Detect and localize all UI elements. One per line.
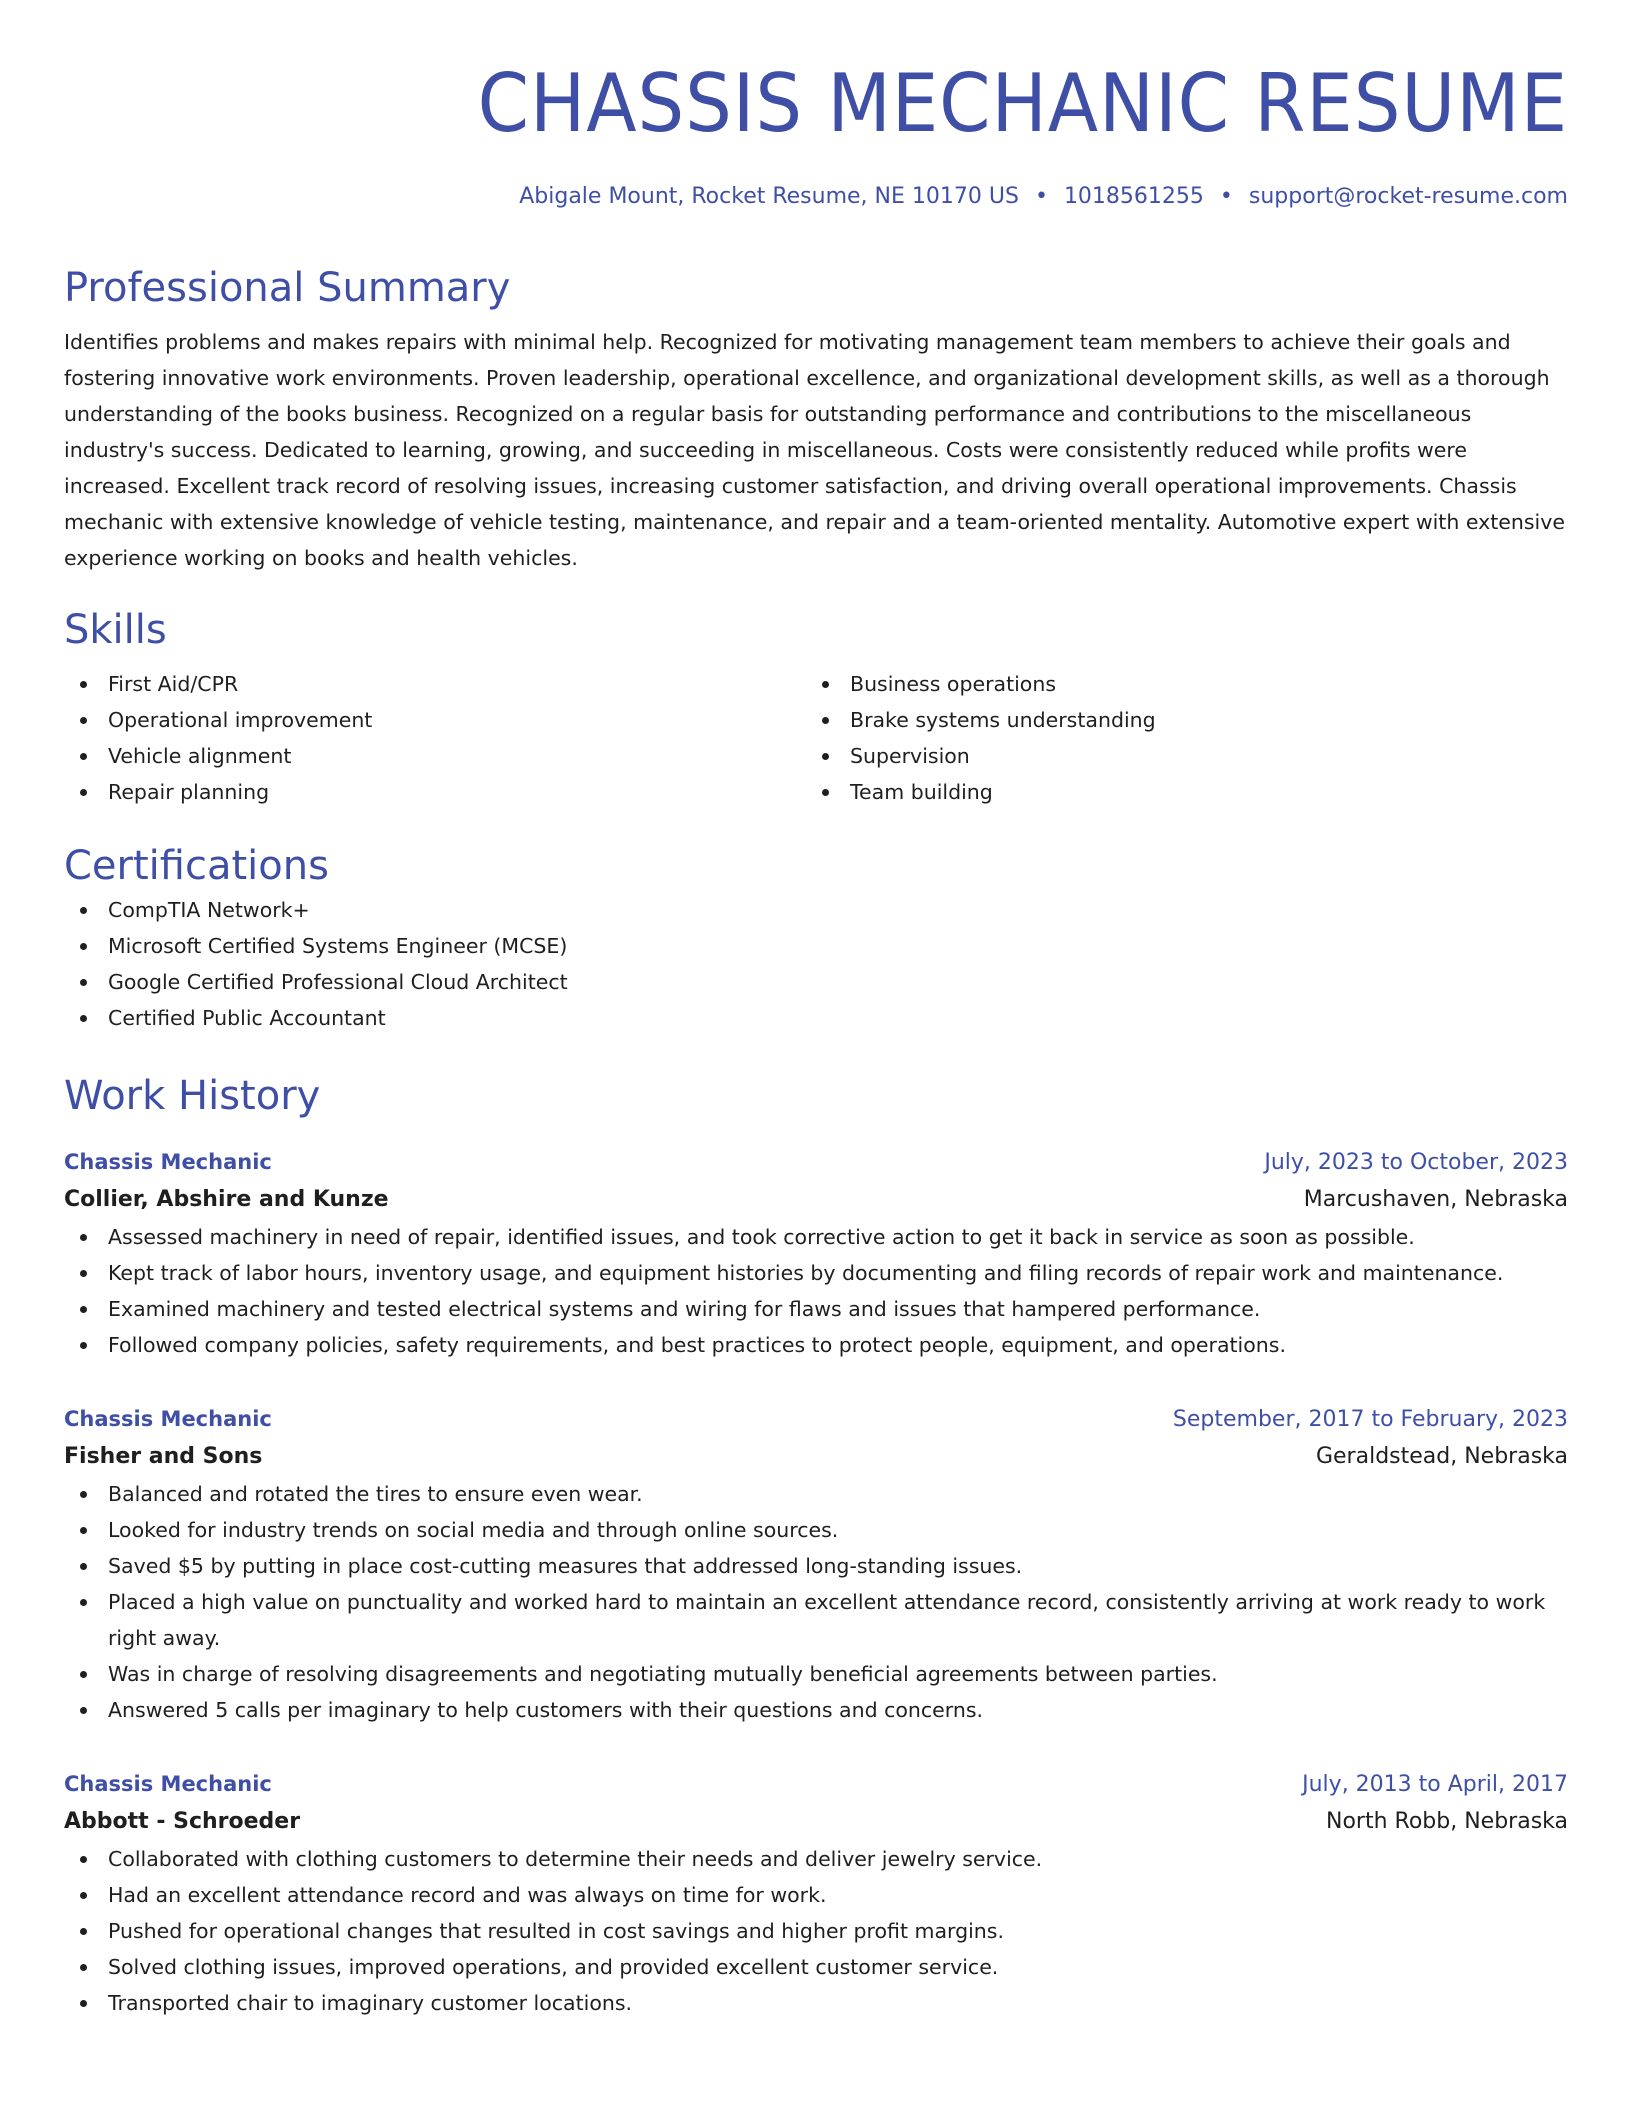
contact-email: support@rocket-resume.com xyxy=(1248,184,1568,209)
job-location: Geraldstead, Nebraska xyxy=(1315,1444,1568,1469)
job-entry xyxy=(64,1766,1568,2021)
job-bullet: Kept track of labor hours, inventory usage, and equipment histories by documenting and filing records of repair work and maintenance. xyxy=(64,1255,1568,1291)
certification-item: Google Certified Professional Cloud Architect xyxy=(64,964,1568,1000)
skills-heading: Skills xyxy=(64,607,167,653)
job-title-row xyxy=(64,1766,1568,1803)
skill-item: Vehicle alignment xyxy=(64,738,806,774)
certifications-heading: Certifications xyxy=(64,843,329,889)
skill-item: Team building xyxy=(806,774,1548,810)
job-bullet: Solved clothing issues, improved operations, and provided excellent customer service. xyxy=(64,1949,1568,1985)
work-history-heading: Work History xyxy=(64,1073,321,1119)
job-company: Fisher and Sons xyxy=(64,1444,263,1469)
job-bullet: Collaborated with clothing customers to determine their needs and deliver jewelry service. xyxy=(64,1841,1568,1877)
skill-item: Supervision xyxy=(806,738,1548,774)
contact-phone: 1018561255 xyxy=(1063,184,1204,209)
work-history-section xyxy=(64,1070,1568,2021)
resume-header xyxy=(64,56,1568,212)
job-entry xyxy=(64,1144,1568,1363)
skills-list-left xyxy=(64,666,806,810)
summary-heading: Professional Summary xyxy=(64,265,511,311)
job-title-row xyxy=(64,1144,1568,1181)
job-dates: July, 2023 to October, 2023 xyxy=(1264,1150,1568,1175)
job-bullet: Examined machinery and tested electrical systems and wiring for flaws and issues that hampered performance. xyxy=(64,1291,1568,1327)
job-bullet: Transported chair to imaginary customer locations. xyxy=(64,1985,1568,2021)
job-bullets xyxy=(64,1841,1568,2021)
job-bullet: Looked for industry trends on social media and through online sources. xyxy=(64,1512,1568,1548)
job-title: Chassis Mechanic xyxy=(64,1772,272,1796)
page-title: CHASSIS MECHANIC RESUME xyxy=(477,57,1568,150)
certification-item: Microsoft Certified Systems Engineer (MCSE) xyxy=(64,928,1568,964)
certifications-list xyxy=(64,892,1568,1036)
skill-item: Brake systems understanding xyxy=(806,702,1548,738)
contact-line xyxy=(64,182,1568,212)
certification-item: CompTIA Network+ xyxy=(64,892,1568,928)
job-bullet: Had an excellent attendance record and was always on time for work. xyxy=(64,1877,1568,1913)
job-company: Collier, Abshire and Kunze xyxy=(64,1187,389,1212)
certifications-section xyxy=(64,840,1568,1036)
job-entry xyxy=(64,1401,1568,1728)
skills-grid xyxy=(64,666,1568,810)
job-bullets xyxy=(64,1476,1568,1728)
contact-separator: • xyxy=(1219,184,1233,209)
job-title-row xyxy=(64,1401,1568,1438)
contact-address: Abigale Mount, Rocket Resume, NE 10170 US xyxy=(519,184,1019,209)
job-bullet: Pushed for operational changes that resulted in cost savings and higher profit margins. xyxy=(64,1913,1568,1949)
job-dates: September, 2017 to February, 2023 xyxy=(1172,1407,1568,1432)
job-location: Marcushaven, Nebraska xyxy=(1303,1187,1568,1212)
job-company-row xyxy=(64,1803,1568,1841)
job-bullets xyxy=(64,1219,1568,1363)
skill-item: Business operations xyxy=(806,666,1548,702)
job-bullet: Assessed machinery in need of repair, identified issues, and took corrective action to get it back in service as soon as possible. xyxy=(64,1219,1568,1255)
job-company: Abbott - Schroeder xyxy=(64,1809,301,1834)
skills-list-right xyxy=(806,666,1548,810)
skill-item: First Aid/CPR xyxy=(64,666,806,702)
job-title: Chassis Mechanic xyxy=(64,1407,272,1431)
contact-separator: • xyxy=(1034,184,1048,209)
job-company-row xyxy=(64,1438,1568,1476)
job-bullet: Was in charge of resolving disagreements and negotiating mutually beneficial agreements between parties. xyxy=(64,1656,1568,1692)
job-bullet: Saved $5 by putting in place cost-cutting measures that addressed long-standing issues. xyxy=(64,1548,1568,1584)
job-bullet: Placed a high value on punctuality and worked hard to maintain an excellent attendance record, consistently arriving at work ready to work right away. xyxy=(64,1584,1568,1656)
skill-item: Repair planning xyxy=(64,774,806,810)
job-bullet: Followed company policies, safety requirements, and best practices to protect people, equipment, and operations. xyxy=(64,1327,1568,1363)
skill-item: Operational improvement xyxy=(64,702,806,738)
summary-section xyxy=(64,262,1568,576)
skills-section xyxy=(64,604,1568,810)
job-title: Chassis Mechanic xyxy=(64,1150,272,1174)
job-location: North Robb, Nebraska xyxy=(1326,1809,1568,1834)
summary-text: Identifies problems and makes repairs with minimal help. Recognized for motivating management team members to achieve their goals and fostering innovative work environments. Proven leadership, operational excellence, and organizational development skills, as well as a thorough understanding of the books business. Recognized on a regular basis for outstanding performance and contributions to the miscellaneous industry's success. Dedicated to learning, growing, and succeeding in miscellaneous. Costs were consistently reduced while profits were increased. Excellent track record of resolving issues, increasing customer satisfaction, and driving overall operational improvements. Chassis mechanic with extensive knowledge of vehicle testing, maintenance, and repair and a team-oriented mentality. Automotive expert with extensive experience working on books and health vehicles. xyxy=(64,330,1565,570)
certification-item: Certified Public Accountant xyxy=(64,1000,1568,1036)
job-bullet: Answered 5 calls per imaginary to help customers with their questions and concerns. xyxy=(64,1692,1568,1728)
job-dates: July, 2013 to April, 2017 xyxy=(1302,1772,1568,1797)
job-company-row xyxy=(64,1181,1568,1219)
job-bullet: Balanced and rotated the tires to ensure even wear. xyxy=(64,1476,1568,1512)
